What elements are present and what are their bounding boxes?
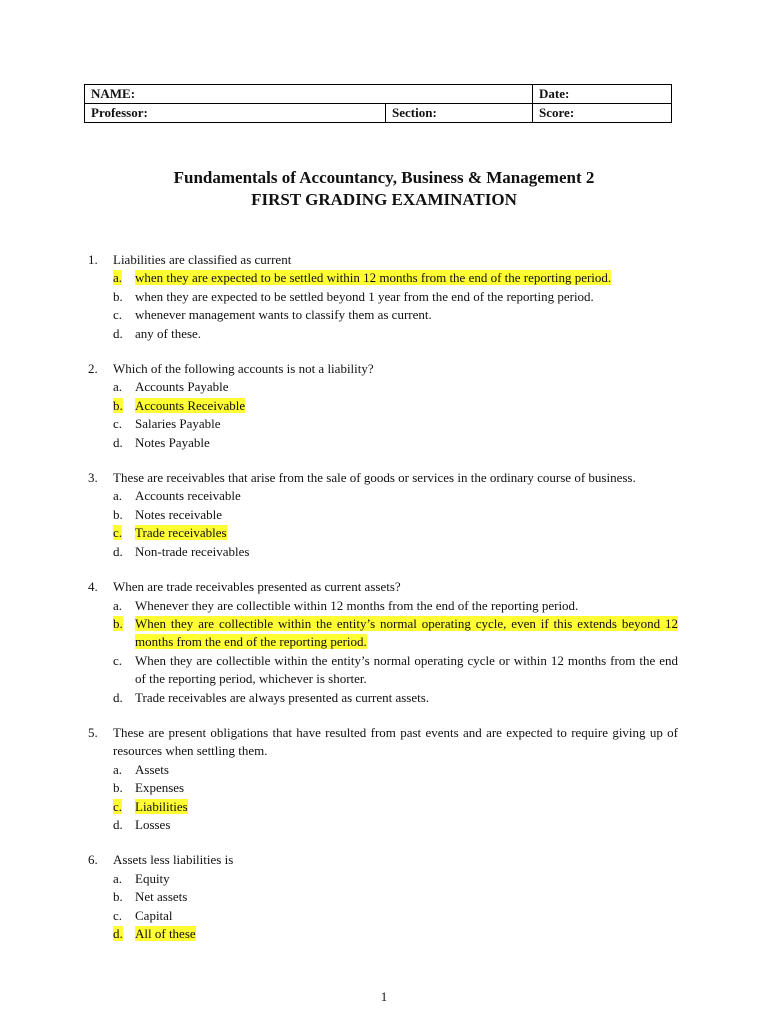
option-text: Losses (135, 816, 171, 832)
option-letter (113, 543, 135, 561)
option-text-container (135, 888, 678, 906)
option-text-container (135, 524, 678, 542)
answer-option (113, 652, 678, 689)
option-text: Notes Payable (135, 434, 210, 450)
option-text: Trade receivables are always presented as current assets. (135, 689, 430, 705)
option-letter-text: a. (113, 270, 123, 286)
question-text: Liabilities are classified as current (113, 252, 292, 267)
option-letter (113, 907, 135, 925)
option-letter (113, 870, 135, 888)
answer-option (113, 415, 678, 433)
page-number: 1 (380, 989, 388, 1004)
question-number: 6. (88, 852, 98, 868)
question-text: Which of the following accounts is not a liability? (113, 361, 374, 377)
question-item (88, 578, 678, 707)
option-text: Whenever they are collectible within 12 months from the end of the reporting period. (135, 597, 579, 613)
option-letter (113, 269, 135, 287)
exam-title (84, 167, 684, 211)
question-item (88, 360, 678, 452)
option-text: When they are collectible within the entity’s normal operating cycle, even if this extends beyond 12 months from the end of the reporting period. (135, 615, 678, 650)
option-letter-text: a. (113, 488, 123, 504)
option-letter-text: c. (113, 307, 123, 323)
answer-option-highlighted (113, 925, 678, 943)
option-letter (113, 524, 135, 542)
option-text: whenever management wants to classify them as current. (135, 307, 432, 323)
option-letter-text: b. (113, 506, 123, 522)
answer-option (113, 543, 678, 561)
option-letter (113, 779, 135, 797)
answer-option (113, 888, 678, 906)
answer-option (113, 870, 678, 888)
option-letter-text: b. (113, 780, 123, 796)
option-letter-text: d. (113, 543, 123, 559)
option-letter-text: d. (113, 926, 123, 941)
option-letter (113, 816, 135, 834)
option-letter (113, 434, 135, 452)
answer-option (113, 689, 678, 707)
question-item (88, 251, 678, 343)
answer-option-highlighted (113, 798, 678, 816)
option-letter (113, 761, 135, 779)
option-letter-text: b. (113, 889, 123, 905)
option-letter (113, 487, 135, 505)
option-text-container (135, 925, 678, 943)
answer-option (113, 487, 678, 505)
answer-option-highlighted (113, 615, 678, 652)
option-text-container (135, 378, 678, 396)
option-letter (113, 397, 135, 415)
answer-option (113, 288, 678, 306)
option-text-container (135, 761, 678, 779)
option-text-container (135, 543, 678, 561)
option-text-container (135, 487, 678, 505)
question-text: These are receivables that arise from the sale of goods or services in the ordinary course of business. (113, 470, 636, 486)
option-letter-text: d. (113, 816, 123, 832)
question-text: These are present obligations that have resulted from past events and are expected to require giving up of resources when settling them. (113, 724, 678, 759)
question-number: 5. (88, 724, 98, 740)
option-text-container (135, 415, 678, 433)
question-number: 1. (88, 252, 98, 267)
question-stem (88, 360, 678, 378)
answer-option (113, 378, 678, 396)
question-item (88, 851, 678, 943)
question-stem (88, 469, 678, 487)
option-letter-text: c. (113, 798, 123, 814)
answer-option (113, 306, 678, 324)
question-item (88, 724, 678, 834)
option-letter-text: a. (113, 870, 123, 886)
option-letter (113, 506, 135, 524)
option-letter (113, 415, 135, 433)
question-stem (88, 578, 678, 596)
date-field: Date: (533, 85, 672, 104)
option-letter-text: c. (113, 907, 123, 923)
option-letter-text: b. (113, 288, 123, 304)
option-letter (113, 306, 135, 324)
option-letter (113, 325, 135, 343)
course-title: Fundamentals of Accountancy, Business & Management 2 (173, 168, 595, 187)
option-text: When they are collectible within the entity’s normal operating cycle or within 12 months from the end of the reporting period, whichever is shorter. (135, 652, 678, 687)
option-letter (113, 888, 135, 906)
option-text: Equity (135, 870, 170, 886)
option-text-container (135, 306, 678, 324)
option-text-container (135, 907, 678, 925)
option-text-container (135, 615, 678, 652)
option-letter-text: d. (113, 325, 123, 341)
option-text-container (135, 870, 678, 888)
option-text: Non-trade receivables (135, 543, 250, 559)
option-letter (113, 652, 135, 689)
answer-option-highlighted (113, 397, 678, 415)
option-text-container (135, 288, 678, 306)
option-letter-text: d. (113, 689, 123, 705)
student-info-table (84, 84, 672, 123)
professor-field: Professor: (85, 104, 386, 123)
answer-option (113, 434, 678, 452)
option-text: Accounts Payable (135, 379, 229, 395)
question-stem (88, 251, 678, 269)
option-text: All of these (135, 926, 196, 941)
option-text: Assets (135, 761, 169, 777)
option-letter (113, 615, 135, 652)
question-item (88, 469, 678, 561)
option-text-container (135, 506, 678, 524)
student-info-row-2 (85, 104, 672, 123)
option-text-container (135, 652, 678, 689)
option-text: Trade receivables (135, 525, 227, 541)
exam-name: FIRST GRADING EXAMINATION (251, 190, 517, 209)
option-text-container (135, 798, 678, 816)
option-text: Salaries Payable (135, 416, 221, 432)
option-letter-text: a. (113, 379, 123, 395)
option-letter (113, 288, 135, 306)
question-list (88, 251, 678, 943)
question-text: When are trade receivables presented as current assets? (113, 579, 401, 595)
answer-option-highlighted (113, 269, 678, 287)
option-letter-text: a. (113, 597, 123, 613)
option-text: any of these. (135, 325, 202, 341)
option-text: Notes receivable (135, 506, 222, 522)
option-text: Net assets (135, 889, 188, 905)
section-field: Section: (386, 104, 533, 123)
option-letter-text: d. (113, 434, 123, 450)
answer-option (113, 506, 678, 524)
answer-option (113, 761, 678, 779)
question-number: 2. (88, 361, 98, 377)
answer-option (113, 907, 678, 925)
option-letter-text: b. (113, 397, 123, 413)
option-text: when they are expected to be settled within 12 months from the end of the reporting period. (135, 270, 612, 286)
option-letter (113, 378, 135, 396)
question-stem (88, 724, 678, 761)
answer-option (113, 325, 678, 343)
question-stem (88, 851, 678, 869)
answer-option (113, 597, 678, 615)
option-text-container (135, 779, 678, 797)
option-letter-text: c. (113, 416, 123, 432)
option-text-container (135, 397, 678, 415)
option-text-container (135, 325, 678, 343)
score-field: Score: (533, 104, 672, 123)
question-number: 3. (88, 470, 98, 486)
option-text: Expenses (135, 780, 185, 796)
option-text-container (135, 816, 678, 834)
option-text: Accounts receivable (135, 488, 241, 504)
option-letter (113, 798, 135, 816)
question-number: 4. (88, 579, 98, 595)
option-letter-text: c. (113, 525, 123, 541)
option-text-container (135, 434, 678, 452)
option-text: Accounts Receivable (135, 397, 246, 413)
option-text-container (135, 689, 678, 707)
option-text: Capital (135, 907, 173, 923)
option-letter-text: b. (113, 615, 123, 631)
option-letter (113, 925, 135, 943)
student-info-row-1 (85, 85, 672, 104)
answer-option (113, 816, 678, 834)
option-text-container (135, 269, 678, 287)
answer-option (113, 779, 678, 797)
option-text-container (135, 597, 678, 615)
answer-option-highlighted (113, 524, 678, 542)
option-text: when they are expected to be settled beyond 1 year from the end of the reporting period. (135, 288, 594, 304)
name-field: NAME: (85, 85, 533, 104)
question-text: Assets less liabilities is (113, 852, 234, 868)
option-text: Liabilities (135, 798, 188, 814)
option-letter (113, 689, 135, 707)
option-letter-text: a. (113, 761, 123, 777)
option-letter-text: c. (113, 652, 123, 668)
option-letter (113, 597, 135, 615)
